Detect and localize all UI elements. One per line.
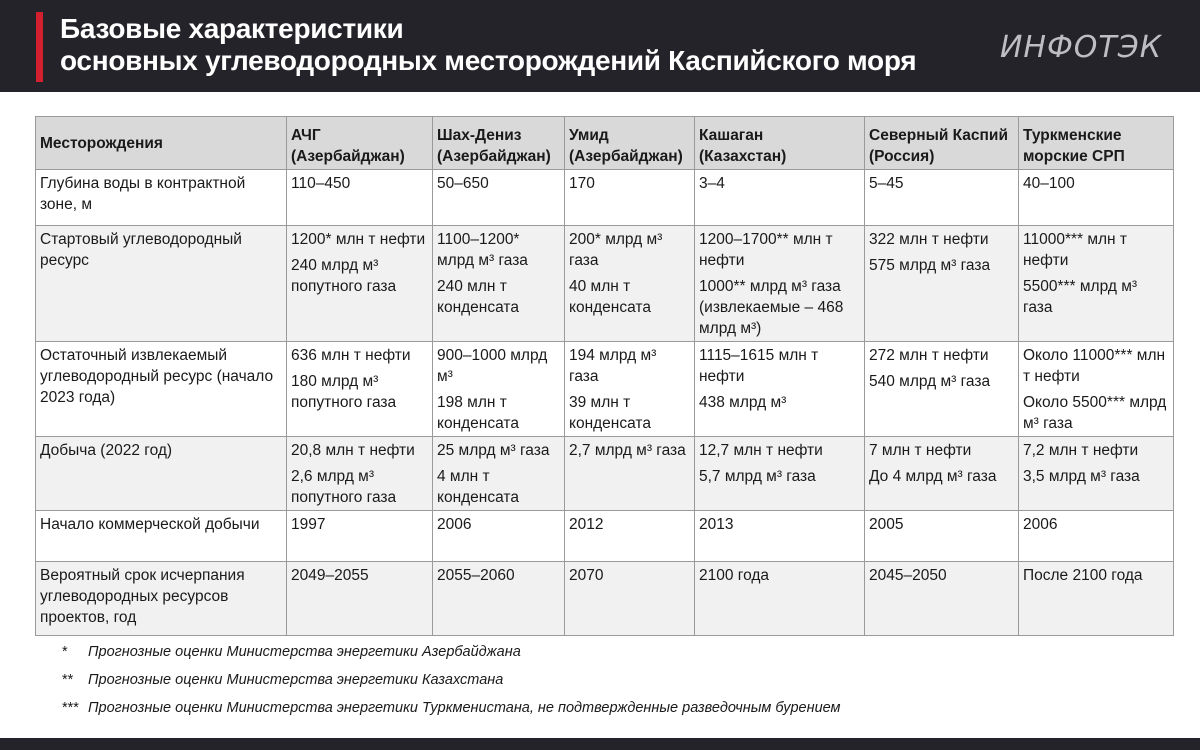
cell: 110–450	[287, 170, 433, 226]
bottom-bar	[0, 738, 1200, 750]
cell: 1997	[287, 511, 433, 562]
cell: 25 млрд м³ газа 4 млн т конденсата	[433, 437, 565, 511]
cell: 272 млн т нефти 540 млрд м³ газа	[865, 342, 1019, 437]
cell: 2049–2055	[287, 562, 433, 636]
cell: 200* млрд м³ газа 40 млн т конденсата	[565, 226, 695, 342]
col-header-umid: Умид (Азербайджан)	[565, 117, 695, 170]
table-row-remaining-resource	[36, 342, 1174, 437]
cell: 20,8 млн т нефти 2,6 млрд м³ попутного газа	[287, 437, 433, 511]
row-label: Стартовый углеводородный ресурс	[36, 226, 287, 342]
table-row-start-resource	[36, 226, 1174, 342]
cell: 7,2 млн т нефти 3,5 млрд м³ газа	[1019, 437, 1174, 511]
row-label: Остаточный извлекаемый углеводородный ресурс (начало 2023 года)	[36, 342, 287, 437]
footnote-text: Прогнозные оценки Министерства энергетики Азербайджана	[88, 644, 521, 660]
footnote-text: Прогнозные оценки Министерства энергетики Туркменистана, не подтвержденные разведочным бурением	[88, 700, 841, 716]
cell: 40–100	[1019, 170, 1174, 226]
cell: 194 млрд м³ газа 39 млн т конденсата	[565, 342, 695, 437]
footnote-text: Прогнозные оценки Министерства энергетики Казахстана	[88, 672, 504, 688]
row-label: Начало коммерческой добычи	[36, 511, 287, 562]
accent-bar	[36, 12, 43, 82]
footnote-mark: ***	[62, 700, 79, 716]
table-row-depth	[36, 170, 1174, 226]
fields-table-wrapper	[35, 116, 1174, 636]
row-label: Вероятный срок исчерпания углеводородных ресурсов проектов, год	[36, 562, 287, 636]
cell: 7 млн т нефти До 4 млрд м³ газа	[865, 437, 1019, 511]
col-header-fields: Месторождения	[36, 117, 287, 170]
cell: 1115–1615 млн т нефти 438 млрд м³	[695, 342, 865, 437]
cell: 900–1000 млрд м³ 198 млн т конденсата	[433, 342, 565, 437]
cell: 11000*** млн т нефти 5500*** млрд м³ газа	[1019, 226, 1174, 342]
cell: 3–4	[695, 170, 865, 226]
cell: 170	[565, 170, 695, 226]
cell: 2006	[433, 511, 565, 562]
cell: 2100 года	[695, 562, 865, 636]
row-label: Добыча (2022 год)	[36, 437, 287, 511]
table-row-commercial-start	[36, 511, 1174, 562]
cell: 2006	[1019, 511, 1174, 562]
fields-table	[35, 116, 1174, 636]
title-line-2: основных углеводородных месторождений Каспийского моря	[60, 45, 917, 76]
cell: 2,7 млрд м³ газа	[565, 437, 695, 511]
cell: 5–45	[865, 170, 1019, 226]
col-header-acg: АЧГ (Азербайджан)	[287, 117, 433, 170]
col-header-turkmen: Туркменские морские СРП	[1019, 117, 1174, 170]
cell: 636 млн т нефти 180 млрд м³ попутного газа	[287, 342, 433, 437]
footnote-mark: **	[62, 672, 74, 688]
cell: 50–650	[433, 170, 565, 226]
table-header-row	[36, 117, 1174, 170]
row-label: Глубина воды в контрактной зоне, м	[36, 170, 287, 226]
col-header-shah-deniz: Шах-Дениз (Азербайджан)	[433, 117, 565, 170]
page-title	[60, 13, 916, 77]
cell: 2012	[565, 511, 695, 562]
cell: Около 11000*** млн т нефти Около 5500*** млрд м³ газа	[1019, 342, 1174, 437]
cell: 2055–2060	[433, 562, 565, 636]
footnote-mark: *	[62, 644, 68, 660]
header-banner	[0, 0, 1200, 92]
cell: 2005	[865, 511, 1019, 562]
col-header-north-caspian: Северный Каспий (Россия)	[865, 117, 1019, 170]
cell: После 2100 года	[1019, 562, 1174, 636]
cell: 1100–1200* млрд м³ газа 240 млн т конденсата	[433, 226, 565, 342]
cell: 1200* млн т нефти 240 млрд м³ попутного газа	[287, 226, 433, 342]
col-header-kashagan: Кашаган (Казахстан)	[695, 117, 865, 170]
cell: 2013	[695, 511, 865, 562]
table-row-depletion	[36, 562, 1174, 636]
cell: 322 млн т нефти 575 млрд м³ газа	[865, 226, 1019, 342]
infotek-logo: ИНФОТЭК	[999, 30, 1162, 65]
table-row-production	[36, 437, 1174, 511]
title-line-1: Базовые характеристики	[60, 13, 404, 44]
cell: 2070	[565, 562, 695, 636]
cell: 2045–2050	[865, 562, 1019, 636]
cell: 1200–1700** млн т нефти 1000** млрд м³ газа (извлекаемые – 468 млрд м³)	[695, 226, 865, 342]
cell: 12,7 млн т нефти 5,7 млрд м³ газа	[695, 437, 865, 511]
